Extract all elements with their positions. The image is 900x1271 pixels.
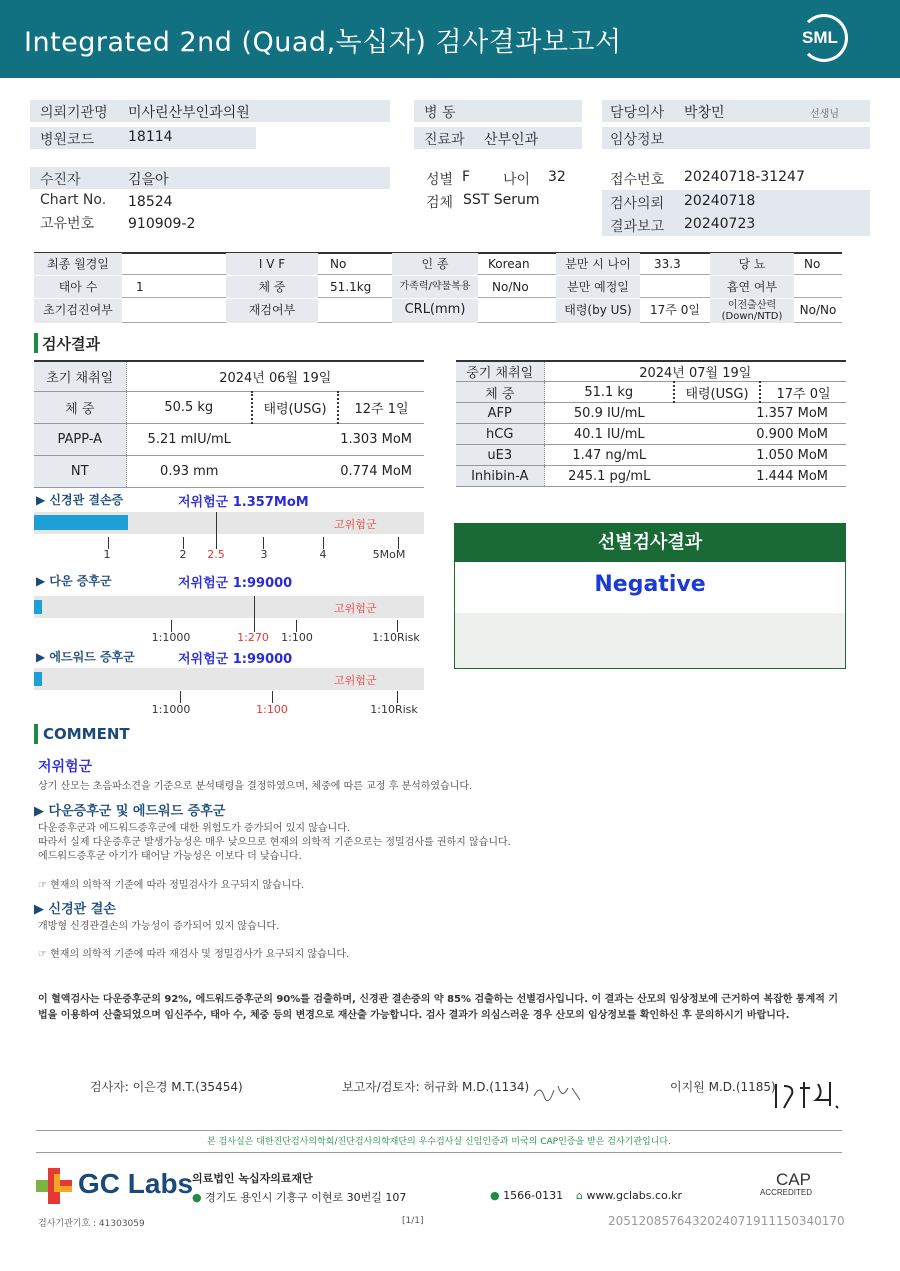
ntd-cutoff-line (216, 512, 217, 549)
sex-label: 성별 (426, 172, 454, 188)
clinical-grid-row-3: 초기검진여부 재검여부 CRL(mm) 태령(by US) 17주 0일 이전출산력 (Down/NTD) No/No (34, 299, 842, 323)
age-label: 나이 (503, 172, 531, 188)
clinical-grid-row-2: 태아 수 1 체 중 51.1kg 가족력/약물복용 No/No 분만 예정일 흡연 여부 (34, 276, 842, 298)
patient-value: 김을아 (128, 172, 169, 188)
ntd-tick-label: 1 (103, 548, 111, 561)
footer-divider (36, 1130, 842, 1131)
table-row: PAPP-A 5.21 mIU/mL 1.303 MoM (34, 423, 424, 455)
edwards-risk-bar-fill (34, 672, 42, 686)
comment-title: COMMENT (43, 725, 130, 743)
comment-text: 상기 산모는 초음파소견을 기준으로 분석태령을 결정하였으며, 체중에 따른 교정 후 분석하였습니다. (38, 781, 473, 792)
institution-value: 미사린산부인과의원 (128, 105, 250, 121)
phone-icon: ● (490, 1189, 500, 1202)
ntd-cutoff-label: 2.5 (207, 548, 225, 561)
org-name: 의료법인 녹십자의료재단 (192, 1172, 313, 1185)
down-risk-result: 저위험군 1:99000 (178, 576, 293, 591)
doctor-suffix: 선생님 (810, 109, 839, 120)
down-tick-label: 1:10Risk (372, 631, 420, 644)
screening-result-footer (455, 613, 845, 668)
receipt-label: 접수번호 (610, 172, 665, 188)
screening-result-title: 선별검사결과 (455, 524, 845, 562)
address: ● 경기도 용인시 기흥구 이현로 30번길 107 (192, 1191, 407, 1204)
comment-heading-ntd: ▶ 신경관 결손 (34, 902, 116, 917)
ntd-risk-result: 저위험군 1.357MoM (178, 495, 309, 510)
specimen-value: SST Serum (463, 192, 540, 208)
request-label: 검사의뢰 (610, 196, 665, 212)
table-row: hCG 40.1 IU/mL 0.900 MoM (456, 424, 846, 445)
ntd-risk-title: ▶ 신경관 결손증 (36, 493, 124, 507)
sex-value: F (462, 169, 471, 185)
doctor-value: 박창민 (684, 105, 725, 121)
home-icon: ⌂ (576, 1189, 583, 1202)
dept-value: 산부인과 (484, 132, 539, 148)
reviewer-signature: 보고자/검토자: 허규화 M.D.(1134) (342, 1080, 530, 1094)
report-title: Integrated 2nd (Quad,녹십자) 검사결과보고서 (24, 27, 622, 58)
comment-text: 개방형 신경관결손의 가능성이 증가되어 있지 않습니다. (38, 921, 280, 932)
reviewer-handwritten-signature (530, 1080, 586, 1104)
results-title-bar (34, 333, 38, 353)
institution-label: 의뢰기관명 (40, 105, 108, 121)
chart-value: 18524 (128, 194, 173, 210)
cap-logo: CAP (776, 1170, 811, 1189)
gclabs-cross-icon (34, 1166, 74, 1206)
page-number: [1/1] (402, 1216, 424, 1226)
table-row: AFP 50.9 IU/mL 1.357 MoM (456, 403, 846, 424)
document-barcode-number: 20512085764320240719111503401​70 (608, 1214, 845, 1228)
phone: ● 1566-0131 (490, 1189, 564, 1202)
down-high-risk-label: 고위험군 (334, 602, 377, 615)
edwards-tick (180, 691, 181, 703)
comment-text: 다운증후군과 에드워드증후군에 대한 위험도가 증가되어 있지 않습니다. (38, 823, 351, 834)
edwards-cutoff-label: 1:100 (256, 703, 288, 716)
clinical-label: 임상정보 (610, 132, 665, 148)
hospital-code-value: 18114 (128, 129, 173, 145)
screening-result-value: Negative (594, 572, 706, 597)
second-trimester-table: 중기 채취일 2024년 07월 19일 체 중 51.1 kg 태령(USG) 17주 0일 AFP 50.9 IU/mL 1.357 MoM hCG 40.1 IU/mL 0.900 MoM uE3 1.47 ng/mL 1.050 MoM Inhibin-A 245.1 pg/mL 1.444 MoM (456, 360, 846, 487)
gclabs-logo: GC Labs (78, 1168, 194, 1199)
footer-divider (36, 1152, 842, 1153)
edwards-risk-title: ▶ 에드워드 증후군 (36, 650, 135, 664)
id-label: 고유번호 (40, 216, 95, 232)
edwards-cutoff-line (272, 691, 273, 703)
screening-note: 이 혈액검사는 다운증후군의 92%, 에드워드증후군의 90%를 검출하며, 신경관 결손증의 약 85% 검출하는 선별검사입니다. 이 결과는 산모의 임상정보에 근거하여 복잡한 통계적 기법을 이용하여 산출되었으며 임신주수, 태아 수, 체중 등의 변경으로 재산출 가능합니다. 검사 결과가 의심스러운 경우 산모의 임상정보를 확인하신 후 문의하시기 바랍니다. (38, 994, 839, 1021)
third-signer: 이지원 M.D.(1185) (670, 1080, 776, 1094)
ward-label: 병 동 (424, 105, 456, 121)
results-title: 검사결과 (42, 335, 100, 353)
hospital-code-label: 병원코드 (40, 132, 95, 148)
comment-text: 에드워드증후군 아기가 태어날 가능성은 이보다 더 낮습니다. (38, 851, 302, 862)
ntd-high-risk-label: 고위험군 (334, 518, 377, 531)
clinical-grid-row-1: 최종 월경일 I V F No 인 종 Korean 분만 시 나이 33.3 당 뇨 No (34, 253, 842, 275)
cap-accredited: ACCREDITED (760, 1188, 813, 1197)
down-risk-bar-fill (34, 600, 42, 614)
comment-text: ☞ 현재의 의학적 기준에 따라 재검사 및 정밀검사가 요구되지 않습니다. (38, 949, 350, 960)
patient-label: 수진자 (40, 172, 81, 188)
specimen-label: 검체 (426, 195, 454, 211)
comment-heading-low-risk: 저위험군 (38, 759, 93, 775)
sml-logo: SML (796, 12, 852, 68)
institution-number: 검사기관기호 : 41303059 (38, 1219, 145, 1229)
comment-text: ☞ 현재의 의학적 기준에 따라 정밀검사가 요구되지 않습니다. (38, 880, 305, 891)
down-tick-label: 1:1000 (151, 631, 191, 644)
chart-label: Chart No. (40, 192, 107, 208)
location-pin-icon: ● (192, 1191, 202, 1204)
certification-text: 본 검사실은 대한진단검사의학회/진단검사의학재단의 우수검사실 신임인증과 미국의 CAP인증을 받은 검사기관입니다. (207, 1137, 671, 1147)
down-cutoff-label: 1:270 (237, 631, 269, 644)
comment-heading-down: ▶ 다운증후군 및 에드워드 증후군 (34, 804, 226, 819)
down-cutoff-line (254, 596, 255, 632)
first-trimester-table: 초기 채취일 2024년 06월 19일 체 중 50.5 kg 태령(USG) 12주 1일 PAPP-A 5.21 mIU/mL 1.303 MoM NT 0.93 mm 0.774 MoM (34, 360, 424, 488)
request-value: 20240718 (684, 193, 756, 209)
comment-text: 따라서 실제 다운증후군 발생가능성은 매우 낮으므로 현재의 의학적 기준으로는 정밀검사를 권하지 않습니다. (38, 837, 511, 848)
website: ⌂ www.gclabs.co.kr (576, 1189, 682, 1202)
edwards-high-risk-label: 고위험군 (334, 674, 377, 687)
table-row: Inhibin-A 245.1 pg/mL 1.444 MoM (456, 466, 846, 487)
down-risk-title: ▶ 다운 증후군 (36, 574, 112, 588)
patient-box (30, 167, 390, 189)
ntd-tick-label: 3 (260, 548, 268, 561)
report-label: 결과보고 (610, 219, 665, 235)
dept-label: 진료과 (424, 132, 465, 148)
ntd-tick-label: 5MoM (372, 548, 406, 561)
tester-signature: 검사자: 이은경 M.T.(35454) (90, 1080, 243, 1094)
edwards-tick (397, 691, 398, 703)
age-value: 32 (548, 169, 566, 185)
ntd-risk-bar-fill (34, 515, 128, 530)
ntd-tick-label: 2 (179, 548, 187, 561)
report-value: 20240723 (684, 216, 756, 232)
doctor-label: 담당의사 (610, 105, 665, 121)
receipt-value: 20240718-31247 (684, 169, 805, 185)
edwards-tick-label: 1:10Risk (370, 703, 418, 716)
edwards-risk-result: 저위험군 1:99000 (178, 652, 293, 667)
ntd-tick-label: 4 (319, 548, 327, 561)
comment-title-bar (34, 724, 38, 744)
id-value: 910909-2 (128, 216, 196, 232)
edwards-tick-label: 1:1000 (151, 703, 191, 716)
down-tick-label: 1:100 (281, 631, 313, 644)
table-row: NT 0.93 mm 0.774 MoM (34, 455, 424, 487)
third-signer-handwritten-signature (770, 1078, 844, 1112)
table-row: uE3 1.47 ng/mL 1.050 MoM (456, 445, 846, 466)
